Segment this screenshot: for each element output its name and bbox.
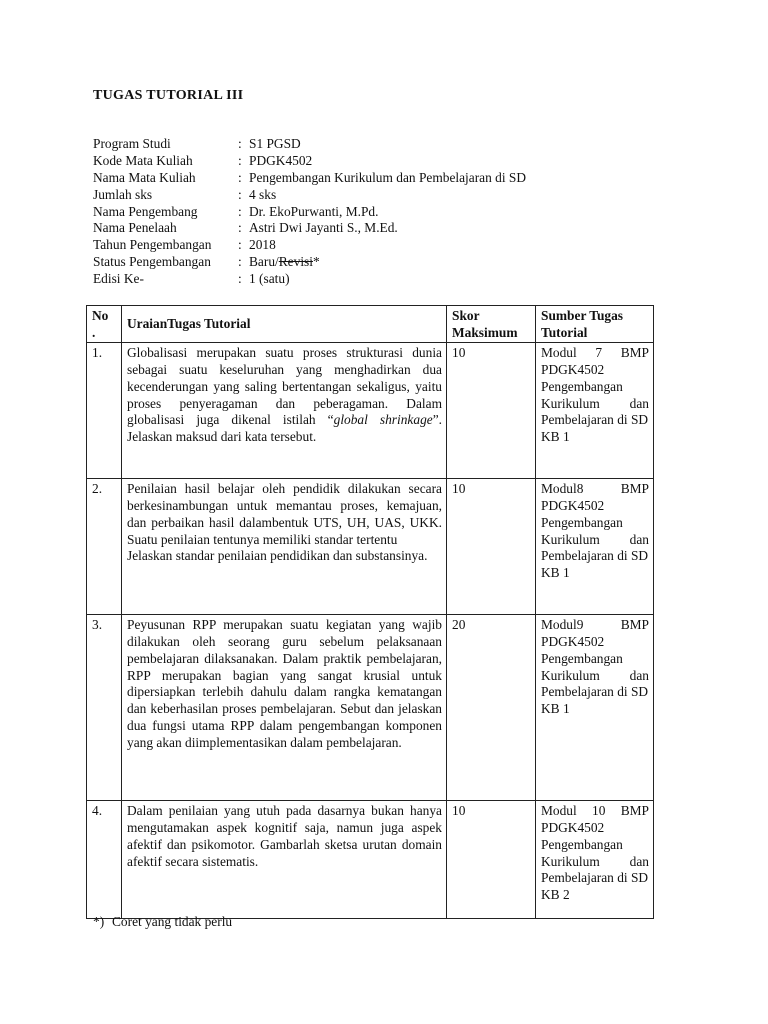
info-row-nama-penelaah	[93, 220, 526, 237]
table-row	[87, 478, 654, 614]
info-separator: :	[238, 220, 242, 236]
task-source: Modul 7 BMP PDGK4502 Pengembangan Kurikulum dan Pembelajaran di SD KB 1	[536, 342, 654, 478]
max-score: 10	[447, 800, 536, 918]
status-asterisk: *	[312, 254, 320, 270]
info-label: Program Studi	[93, 136, 171, 151]
task-description: Dalam penilaian yang utuh pada dasarnya bukan hanya mengutamakan aspek kognitif saja, namun juga aspek afektif dan psikomotor. Gambarlah sketsa urutan domain afektif secara sistematis.	[122, 800, 447, 918]
info-label: Kode Mata Kuliah	[93, 152, 193, 168]
task-description: Peyusunan RPP merupakan suatu kegiatan yang wajib dilakukan oleh seorang guru sebelum pelaksanaan pembelajaran dilaksanakan. Dalam praktik pembelajaran, RPP merupakan bagian yang sangat krusial untuk dipersiapkan terlebih dahulu dalam rangka kematangan dan keberhasilan proses pembelajaran. Sebut dan jelaskan dua fungsi utama RPP dalam pengembangan komponen yang akan diimplementasikan dalam pembelajaran.	[122, 614, 447, 800]
info-row-tahun-pengembangan	[93, 237, 526, 254]
info-row-kode-mata-kuliah	[93, 153, 526, 170]
max-score: 20	[447, 614, 536, 800]
tutorial-task-table	[86, 305, 654, 919]
status-revisi-struck: Revisi	[278, 254, 313, 270]
header-no: No .	[87, 306, 122, 343]
max-score: 10	[447, 342, 536, 478]
task-source: Modul 10 BMP PDGK4502 Pengembangan Kurikulum dan Pembelajaran di SD KB 2	[536, 800, 654, 918]
info-label: Tahun Pengembangan	[93, 237, 212, 253]
info-value: 2018	[249, 237, 276, 253]
info-separator: :	[238, 136, 242, 151]
term-global-shrinkage: global shrinkage	[333, 412, 433, 428]
info-value	[249, 254, 320, 271]
info-separator: :	[238, 271, 242, 287]
info-value: 4 sks	[249, 186, 277, 202]
row-number: 1.	[87, 342, 122, 478]
info-row-jumlah-sks	[93, 187, 526, 204]
footnote-text: Coret yang tidak perlu	[112, 914, 233, 929]
task-source: Modul8 BMP PDGK4502 Pengembangan Kurikulum dan Pembelajaran di SD KB 1	[536, 478, 654, 614]
info-label: Nama Penelaah	[93, 220, 177, 236]
max-score: 10	[447, 478, 536, 614]
info-row-status-pengembangan	[93, 254, 526, 271]
info-separator: :	[238, 169, 242, 185]
table-row	[87, 800, 654, 918]
info-separator: :	[238, 237, 242, 253]
header-sumber: Sumber Tugas Tutorial	[536, 306, 654, 343]
info-row-program-studi	[93, 136, 526, 153]
task-source: Modul9 BMP PDGK4502 Pengembangan Kurikulum dan Pembelajaran di SD KB 1	[536, 614, 654, 800]
info-row-nama-mata-kuliah	[93, 170, 526, 187]
task-description: Globalisasi merupakan suatu proses strukturasi dunia sebagai suatu keseluruhan yang menghadirkan dua kecenderungan yang saling bertentangan sekaligus, yaitu proses penyeragaman dan peberagaman. Dalam globalisasi juga dikenal istilah “global shrinkage”. Jelaskan maksud dari kata tersebut.	[122, 342, 447, 478]
info-row-nama-pengembang	[93, 204, 526, 221]
table-row	[87, 614, 654, 800]
info-separator: :	[238, 186, 242, 202]
info-value: Dr. EkoPurwanti, M.Pd.	[249, 203, 379, 219]
info-row-edisi	[93, 271, 526, 288]
info-label: Edisi Ke-	[93, 271, 144, 287]
info-label: Status Pengembangan	[93, 254, 211, 270]
table-row	[87, 342, 654, 478]
header-skor: Skor Maksimum	[447, 306, 536, 343]
info-label: Nama Pengembang	[93, 203, 198, 219]
document-title: TUGAS TUTORIAL III	[93, 88, 244, 103]
info-label: Nama Mata Kuliah	[93, 169, 196, 185]
info-value: Astri Dwi Jayanti S., M.Ed.	[249, 220, 398, 236]
info-value: Pengembangan Kurikulum dan Pembelajaran di SD	[249, 169, 527, 185]
info-value: S1 PGSD	[249, 136, 301, 151]
row-number: 4.	[87, 800, 122, 918]
header-uraian: UraianTugas Tutorial	[122, 306, 447, 343]
task-description: Penilaian hasil belajar oleh pendidik dilakukan secara berkesinambungan untuk memantau proses, kemajuan, dan perbaikan hasil dalambentuk UTS, UH, UAS, UKK. Suatu penilaian tentunya memiliki standar tertentu Jelaskan standar penilaian pendidikan dan substansinya.	[122, 478, 447, 614]
status-baru: Baru/	[249, 254, 279, 270]
course-info	[93, 136, 526, 288]
row-number: 2.	[87, 478, 122, 614]
row-number: 3.	[87, 614, 122, 800]
footnote-mark: *)	[93, 914, 105, 929]
info-label: Jumlah sks	[93, 186, 153, 202]
info-separator: :	[238, 254, 242, 270]
table-header-row	[87, 306, 654, 343]
footnote	[93, 914, 232, 930]
info-value: 1 (satu)	[249, 271, 290, 287]
info-separator: :	[238, 152, 242, 168]
info-separator: :	[238, 203, 242, 219]
info-value: PDGK4502	[249, 152, 313, 168]
